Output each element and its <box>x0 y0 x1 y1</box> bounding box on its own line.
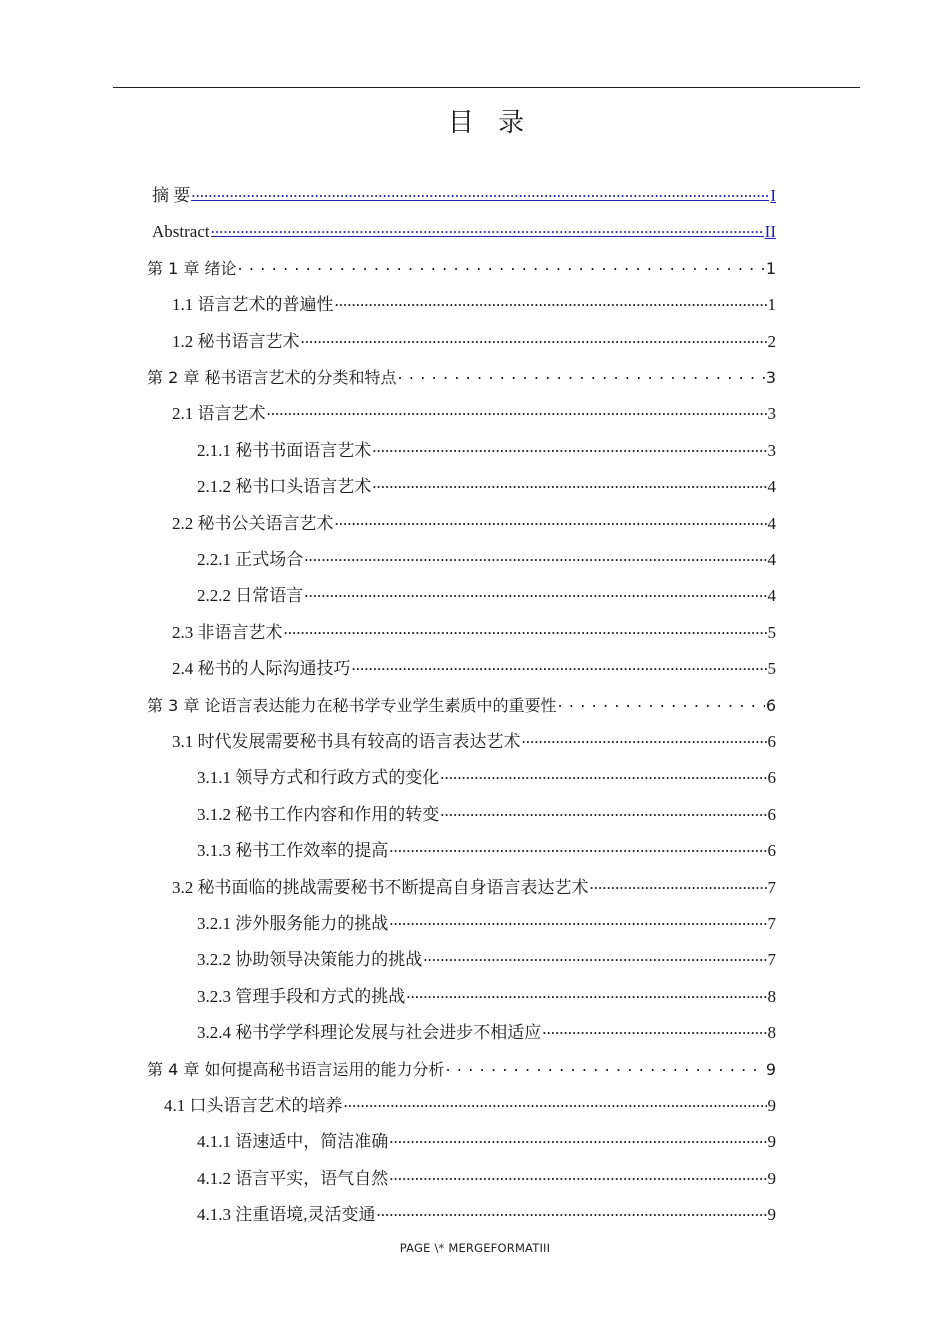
toc-entry[interactable] <box>197 584 776 608</box>
toc-entry-label: 3.2.3 管理手段和方式的挑战 <box>197 986 406 1006</box>
toc-entry[interactable] <box>147 366 776 390</box>
toc-entry-page: I <box>770 186 776 205</box>
toc-entry-label: 第 4 章 如何提高秘书语言运用的能力分析 <box>147 1059 445 1079</box>
toc-title: 目 录 <box>447 108 533 138</box>
toc-entry-label: 3.2.1 涉外服务能力的挑战 <box>197 914 389 933</box>
toc-entry-page: 4 <box>767 550 776 569</box>
toc-entry[interactable] <box>197 803 776 827</box>
toc-entry-page: 6 <box>767 732 776 751</box>
toc-entry-label: 4.1.2 语言平实，语气自然 <box>197 1168 389 1188</box>
toc-dot-leader <box>389 1168 766 1184</box>
toc-entry-label: Abstract <box>152 222 210 242</box>
toc-entry-page: 9 <box>767 1168 776 1188</box>
toc-dot-leader <box>237 258 764 274</box>
toc-dot-leader <box>304 585 766 601</box>
toc-dot-leader <box>440 767 766 783</box>
toc-entry[interactable] <box>197 766 776 790</box>
toc-entry-label: 2.1.1 秘书书面语言艺术 <box>197 440 372 460</box>
toc-entry-label: 3.1.2 秘书工作内容和作用的转变 <box>197 804 440 824</box>
toc-entry[interactable] <box>197 985 776 1009</box>
toc-entry-label: 4.1 口头语言艺术的培养 <box>164 1096 343 1115</box>
toc-entry[interactable] <box>172 621 776 645</box>
toc-entry-label: 2.2.1 正式场合 <box>197 550 304 569</box>
toc-entry[interactable] <box>172 293 776 317</box>
toc-entry-label: 2.4 秘书的人际沟通技巧 <box>172 659 351 679</box>
toc-entry-page: 6 <box>767 841 776 861</box>
toc-entry-page: 6 <box>767 768 776 788</box>
toc-entry-page: 7 <box>767 877 776 897</box>
toc-entry[interactable] <box>197 1130 776 1154</box>
toc-entry-page: 6 <box>765 695 776 715</box>
toc-entry-label: 第 3 章 论语言表达能力在秘书学专业学生素质中的重要性 <box>147 695 557 715</box>
toc-entry-page: 4 <box>767 586 776 606</box>
toc-entry[interactable] <box>197 839 776 863</box>
toc-entry[interactable] <box>197 475 776 499</box>
toc-entry-page: 8 <box>767 1023 776 1043</box>
toc-entry[interactable] <box>172 657 776 681</box>
toc-entry[interactable] <box>172 730 776 754</box>
toc-dot-leader <box>304 549 766 565</box>
toc-entry-label: 3.1 时代发展需要秘书具有较高的语言表达艺术 <box>172 732 521 751</box>
toc-dot-leader <box>389 840 766 856</box>
toc-entry-label: 2.1.2 秘书口头语言艺术 <box>197 477 372 497</box>
toc-entry-label: 3.1.3 秘书工作效率的提高 <box>197 841 389 861</box>
toc-dot-leader <box>301 331 767 347</box>
toc-entry-label: 3.2 秘书面临的挑战需要秘书不断提高自身语言表达艺术 <box>172 877 589 897</box>
toc-entry-label: 2.1 语言艺术 <box>172 404 266 424</box>
toc-entry-page: 5 <box>767 659 776 679</box>
toc-entry-label: 1.1 语言艺术的普遍性 <box>172 295 334 315</box>
toc-entry-page: 2 <box>767 331 776 351</box>
toc-entry[interactable] <box>172 402 776 426</box>
toc-entry-page: 8 <box>767 986 776 1006</box>
toc-entry-page: 6 <box>767 804 776 824</box>
toc-entry[interactable] <box>164 1094 776 1118</box>
toc-dot-leader <box>522 731 767 747</box>
toc-entry-label: 4.1.1 语速适中，简洁准确 <box>197 1132 389 1152</box>
toc-dot-leader <box>542 1022 766 1038</box>
toc-dot-leader <box>377 1204 767 1220</box>
toc-dot-leader <box>211 222 764 237</box>
page-footer-field: PAGE \* MERGEFORMATIII <box>399 1241 551 1255</box>
toc-entry-page: 7 <box>767 950 776 970</box>
toc-dot-leader <box>397 367 764 383</box>
toc-entry-label: 第 1 章 绪论 <box>147 258 237 278</box>
toc-dot-leader <box>590 877 767 893</box>
toc-entry-page: 5 <box>767 622 776 642</box>
toc-dot-leader <box>557 695 764 711</box>
toc-entry[interactable] <box>172 876 776 900</box>
toc-dot-leader <box>344 1095 767 1111</box>
toc-entry-page: 1 <box>767 295 776 315</box>
toc-entry-page: II <box>764 222 776 242</box>
toc-entry-page: 3 <box>767 440 776 460</box>
header-rule <box>113 87 860 88</box>
toc-entry-page: 9 <box>765 1059 776 1079</box>
toc-entry[interactable] <box>197 1167 776 1191</box>
toc-entry[interactable] <box>172 330 776 354</box>
toc-entry-label: 3.2.2 协助领导决策能力的挑战 <box>197 950 423 970</box>
toc-dot-leader <box>335 513 767 529</box>
toc-entry[interactable] <box>152 184 776 208</box>
toc-entry[interactable] <box>197 548 776 572</box>
toc-dot-leader <box>445 1059 764 1075</box>
toc-dot-leader <box>335 294 767 310</box>
toc-entry-page: 9 <box>767 1096 776 1115</box>
toc-entry[interactable] <box>147 1058 776 1082</box>
toc-dot-leader <box>423 949 766 965</box>
toc-entry[interactable] <box>197 948 776 972</box>
toc-entry-page: 9 <box>767 1205 776 1225</box>
toc-entry[interactable] <box>197 1203 776 1227</box>
toc-entry-label: 4.1.3 注重语境,灵活变通 <box>197 1205 376 1225</box>
toc-entry-page: 3 <box>765 368 776 387</box>
toc-entry-label: 2.2 秘书公关语言艺术 <box>172 513 334 533</box>
toc-entry[interactable] <box>197 1021 776 1045</box>
toc-entry[interactable] <box>147 257 776 281</box>
toc-dot-leader <box>389 913 766 929</box>
toc-entry-page: 3 <box>767 404 776 424</box>
toc-entry-page: 7 <box>767 914 776 933</box>
toc-entry[interactable] <box>172 512 776 536</box>
toc-dot-leader <box>372 476 766 492</box>
toc-dot-leader <box>267 403 767 419</box>
toc-entry-page: 9 <box>767 1132 776 1152</box>
toc-entry[interactable] <box>147 694 776 718</box>
toc-entry-label: 摘 要 <box>152 186 191 205</box>
toc-entry[interactable] <box>197 912 776 936</box>
toc-entry-label: 1.2 秘书语言艺术 <box>172 331 300 351</box>
toc-dot-leader <box>372 440 766 456</box>
toc-dot-leader <box>352 658 767 674</box>
toc-entry-page: 4 <box>767 513 776 533</box>
toc-entry-page: 4 <box>767 477 776 497</box>
toc-dot-leader <box>440 804 766 820</box>
toc-entry-label: 2.3 非语言艺术 <box>172 622 283 642</box>
toc-entry[interactable] <box>152 220 776 244</box>
toc-entry-label: 3.1.1 领导方式和行政方式的变化 <box>197 768 440 788</box>
toc-dot-leader <box>389 1131 766 1147</box>
toc-dot-leader <box>191 186 769 201</box>
toc-dot-leader <box>284 622 767 638</box>
toc-entry-page: 1 <box>765 258 776 278</box>
toc-entry-label: 第 2 章 秘书语言艺术的分类和特点 <box>147 368 397 387</box>
toc-entry-label: 2.2.2 日常语言 <box>197 586 304 606</box>
toc-dot-leader <box>406 986 766 1002</box>
toc-entry[interactable] <box>197 439 776 463</box>
toc-entry-label: 3.2.4 秘书学学科理论发展与社会进步不相适应 <box>197 1023 542 1043</box>
